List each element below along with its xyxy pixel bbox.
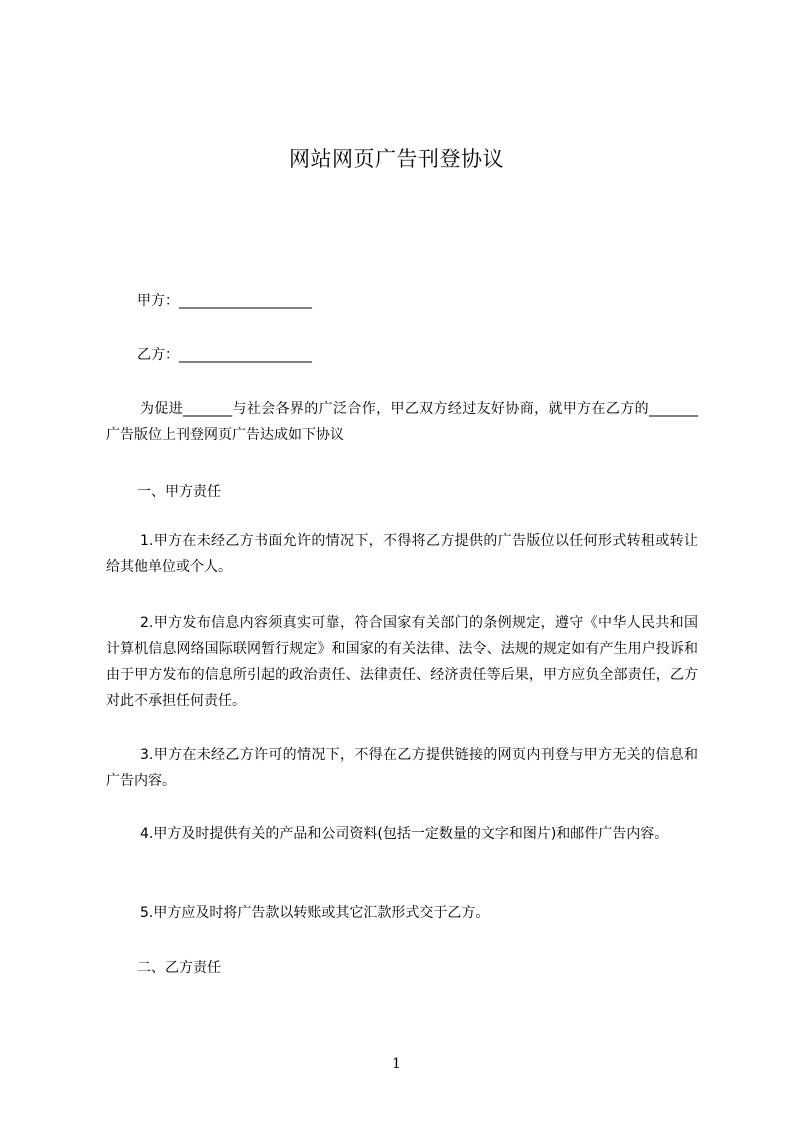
document-title: 网站网页广告刊登协议 [289,147,504,171]
section-1-item-3: 3.甲方在未经乙方许可的情况下，不得在乙方提供链接的网页内刊登与甲方无关的信息和广告内容。 [106,747,698,789]
party-b-line: 乙方：___________________ [137,347,312,363]
section-1-item-2: 2.甲方发布信息内容须真实可靠，符合国家有关部门的条例规定，遵守《中华人民共和国计算机信息网络国际联网暂行规定》和国家的有关法律、法令、法规的规定如有产生用户投诉和由于甲方发布的信息所引起的政治责任、法律责任、经济责任等后果，甲方应负全部责任，乙方对此不承担任何责任。 [106,615,698,709]
section-1-item-1: 1.甲方在未经乙方书面允许的情况下，不得将乙方提供的广告版位以任何形式转租或转让给其他单位或个人。 [106,533,698,575]
page-number: 1 [392,1056,401,1072]
party-a-line: 甲方：___________________ [137,293,312,309]
section-1-item-4: 4.甲方及时提供有关的产品和公司资料(包括一定数量的文字和图片)和邮件广告内容。 [140,826,669,842]
section-1-item-5: 5.甲方应及时将广告款以转账或其它汇款形式交于乙方。 [140,905,490,921]
section-1-heading: 一、甲方责任 [137,484,221,500]
section-2-heading: 二、乙方责任 [137,960,221,976]
intro-paragraph: 为促进_______与社会各界的广泛合作，甲乙双方经过友好协商，就甲方在乙方的_______广告版位上刊登网页广告达成如下协议 [106,401,698,443]
